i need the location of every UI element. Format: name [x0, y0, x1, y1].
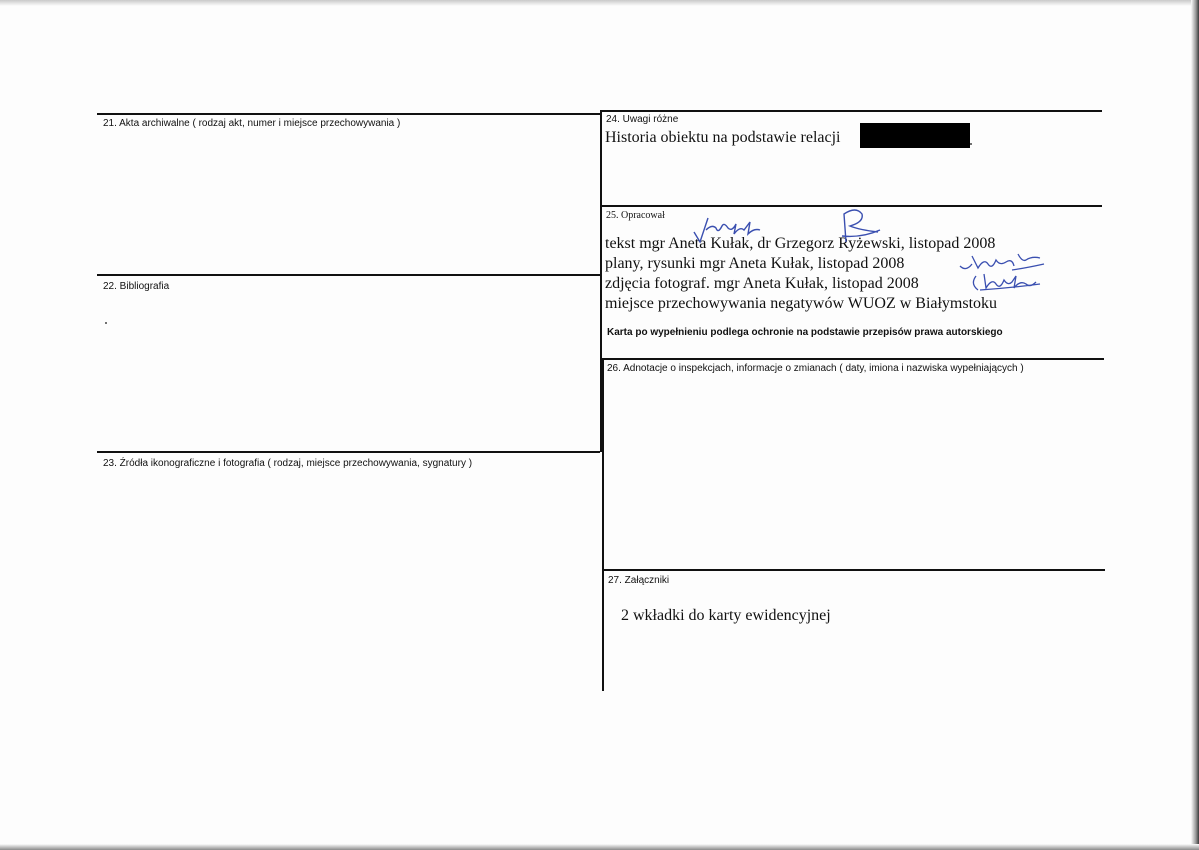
section-23-label: 23. Źródła ikonograficzne i fotografia ( rodzaj, miejsce przechowywania, sygnatury ) — [103, 458, 473, 469]
redaction-bar — [860, 123, 970, 148]
section-26-label: 26. Adnotacje o inspekcjach, informacje o zmianach ( daty, imiona i nazwiska wypełniających ) — [607, 363, 1024, 374]
signature-kulak-3 — [970, 270, 1042, 294]
stray-mark — [105, 322, 107, 324]
section-27-label: 27. Załączniki — [608, 575, 670, 586]
s25-line-negatives: miejsce przechowywania negatywów WUOZ w Białymstoku — [605, 295, 998, 312]
s25-line-drawings: plany, rysunki mgr Aneta Kułak, listopad 2008 — [605, 255, 905, 272]
s25-line-text: tekst mgr Aneta Kułak, dr Grzegorz Ryżewski, listopad 2008 — [605, 235, 996, 252]
rule-24-top — [600, 110, 1102, 112]
section-24-label: 24. Uwagi różne — [606, 114, 679, 125]
column-divider-lower — [602, 358, 604, 691]
signature-ryzewski — [832, 206, 882, 246]
section-22-label: 22. Bibliografia — [103, 281, 170, 292]
section-24-text: Historia obiektu na podstawie relacji — [605, 129, 841, 146]
scan-edge-bottom — [0, 844, 1199, 850]
rule-26-top — [602, 358, 1104, 360]
section-25-label: 25. Opracował — [606, 210, 665, 221]
rule-21-top — [97, 113, 600, 115]
signature-kulak — [688, 212, 768, 246]
section-27-text: 2 wkładki do karty ewidencyjnej — [621, 607, 831, 624]
rule-22-top — [97, 274, 600, 276]
rule-27-top — [602, 569, 1105, 571]
section-21-label: 21. Akta archiwalne ( rodzaj akt, numer i miejsce przechowywania ) — [103, 118, 401, 129]
scan-edge-top — [0, 0, 1199, 6]
rule-23-top — [97, 451, 600, 453]
scan-edge-right — [1191, 0, 1199, 850]
s25-line-photos: zdjęcia fotograf. mgr Aneta Kułak, listopad 2008 — [605, 275, 919, 292]
copyright-note: Karta po wypełnieniu podlega ochronie na podstawie przepisów prawa autorskiego — [607, 327, 1003, 338]
period-mark — [970, 143, 972, 145]
